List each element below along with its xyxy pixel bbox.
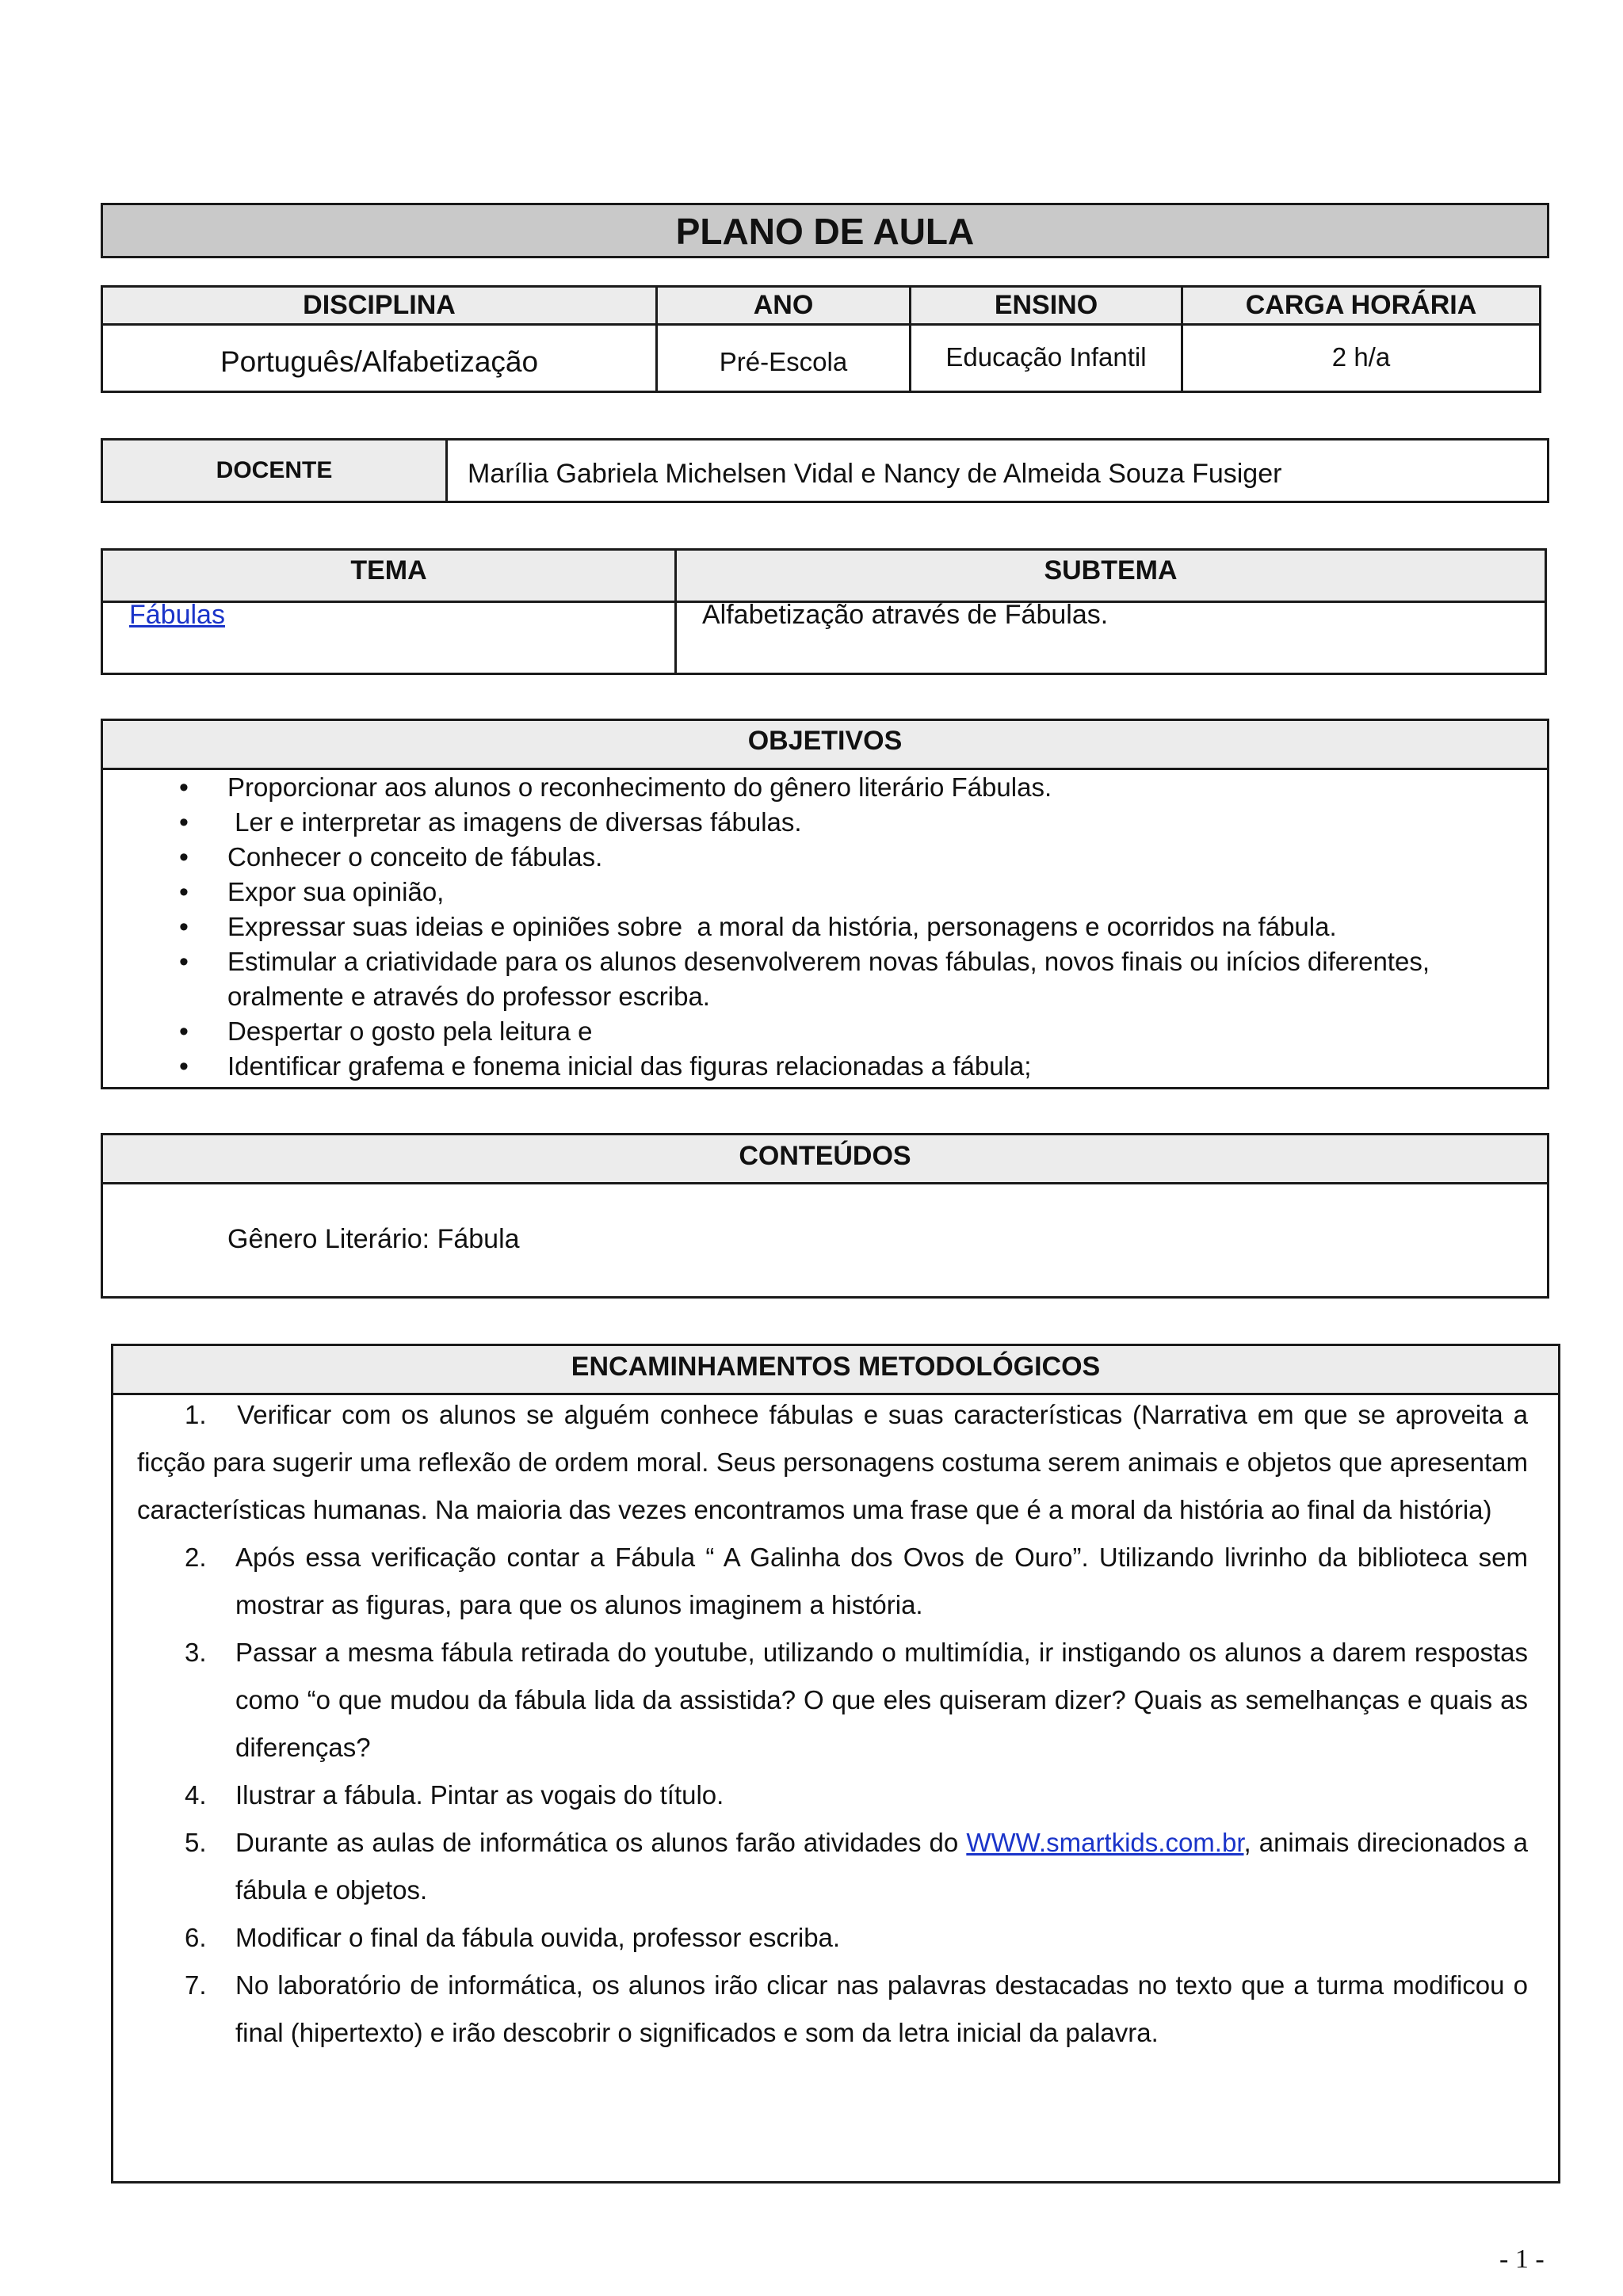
- objetivos-header: OBJETIVOS: [103, 721, 1547, 770]
- list-item: [137, 1772, 1528, 1819]
- encaminhamentos-header: ENCAMINHAMENTOS METODOLÓGICOS: [113, 1346, 1558, 1395]
- tema-link[interactable]: Fábulas: [129, 600, 225, 630]
- smartkids-link[interactable]: WWW.smartkids.com.br: [966, 1828, 1244, 1857]
- info-table: [101, 285, 1541, 393]
- encaminhamentos-list: [137, 1534, 1528, 2057]
- tema-header-row: [103, 551, 1545, 603]
- objetivos-list: [103, 770, 1519, 1084]
- list-item: • Proporcionar aos alunos o reconhecimento do gênero literário Fábulas.: [227, 770, 1519, 805]
- page-title: PLANO DE AULA: [675, 211, 975, 252]
- title-box: [101, 203, 1549, 258]
- item-text: Durante as aulas de informática os alunos farão atividades do: [235, 1828, 967, 1857]
- list-item: • Despertar o gosto pela leitura e: [227, 1014, 1519, 1049]
- list-item: [137, 1962, 1528, 2057]
- docente-label: DOCENTE: [103, 441, 448, 501]
- value-carga-horaria: 2 h/a: [1331, 342, 1391, 372]
- header-tema: TEMA: [103, 551, 677, 601]
- tema-table: [101, 548, 1547, 675]
- header-ensino: ENSINO: [911, 288, 1183, 323]
- encaminhamentos-table: [111, 1344, 1560, 2183]
- item-text: Ilustrar a fábula. Pintar as vogais do título.: [235, 1780, 724, 1810]
- item-text: , animais direcionados a fábula e objetos.: [235, 1828, 1528, 1905]
- list-item: [137, 1819, 1528, 1914]
- header-disciplina: DISCIPLINA: [103, 288, 658, 323]
- item-text: Passar a mesma fábula retirada do youtube, utilizando o multimídia, ir instigando os alunos a darem respostas como “o que mudou da fábula lida da assistida? O que eles quiseram dizer? Quais as semelhanças e quais as diferenças?: [235, 1638, 1528, 1762]
- item-number: 2.: [185, 1543, 207, 1572]
- page-number: - 1 -: [1499, 2245, 1545, 2274]
- header-subtema: SUBTEMA: [1044, 555, 1178, 585]
- list-item: [137, 1391, 1528, 1534]
- encaminhamentos-body: [137, 1391, 1528, 2057]
- docente-table: [101, 438, 1549, 503]
- item-number: 6.: [185, 1923, 207, 1952]
- list-item: • Identificar grafema e fonema inicial das figuras relacionadas a fábula;: [227, 1049, 1519, 1084]
- info-value-row: [103, 323, 1539, 391]
- value-ensino: Educação Infantil: [911, 323, 1183, 391]
- item-number: 4.: [185, 1780, 207, 1810]
- item-text: Verificar com os alunos se alguém conhece fábulas e suas características (Narrativa em que se aproveita a ficção para sugerir uma reflexão de ordem moral. Seus personagens costuma serem animais e objetos que apresentam características humanas. Na maioria das vezes encontramos uma frase que é a moral da história ao final da história): [137, 1400, 1528, 1524]
- conteudos-table: [101, 1133, 1549, 1299]
- item-number: 3.: [185, 1638, 207, 1667]
- value-ano: Pré-Escola: [658, 323, 911, 391]
- item-text: No laboratório de informática, os alunos irão clicar nas palavras destacadas no texto que a turma modificou o final (hipertexto) e irão descobrir o significados e som da letra inicial da palavra.: [235, 1970, 1528, 2047]
- value-disciplina: Português/Alfabetização: [103, 323, 658, 391]
- list-item: • Expressar suas ideias e opiniões sobre a moral da história, personagens e ocorridos na fábula.: [227, 910, 1519, 944]
- item-text: Após essa verificação contar a Fábula “ A Galinha dos Ovos de Ouro”. Utilizando livrinho da biblioteca sem mostrar as figuras, para que os alunos imaginem a história.: [235, 1543, 1528, 1619]
- header-carga-horaria: CARGA HORÁRIA: [1245, 290, 1477, 320]
- objetivos-table: [101, 719, 1549, 1089]
- list-item: [137, 1629, 1528, 1772]
- conteudos-value: Gênero Literário: Fábula: [227, 1224, 520, 1254]
- header-ano: ANO: [658, 288, 911, 323]
- conteudos-header: CONTEÚDOS: [103, 1135, 1547, 1184]
- subtema-value: Alfabetização através de Fábulas.: [702, 600, 1109, 630]
- info-header-row: [103, 288, 1539, 326]
- list-item: [137, 1534, 1528, 1629]
- list-item: • Ler e interpretar as imagens de diversas fábulas.: [227, 805, 1519, 840]
- list-item: [137, 1914, 1528, 1962]
- item-number: 1.: [185, 1400, 207, 1429]
- docente-value: Marília Gabriela Michelsen Vidal e Nancy de Almeida Souza Fusiger: [468, 459, 1282, 489]
- item-number: 5.: [185, 1828, 207, 1857]
- list-item: • Estimular a criatividade para os alunos desenvolverem novas fábulas, novos finais ou inícios diferentes, oralmente e através do professor escriba.: [227, 944, 1519, 1014]
- list-item: • Conhecer o conceito de fábulas.: [227, 840, 1519, 875]
- item-text: Modificar o final da fábula ouvida, professor escriba.: [235, 1923, 841, 1952]
- item-number: 7.: [185, 1970, 207, 2000]
- list-item: • Expor sua opinião,: [227, 875, 1519, 910]
